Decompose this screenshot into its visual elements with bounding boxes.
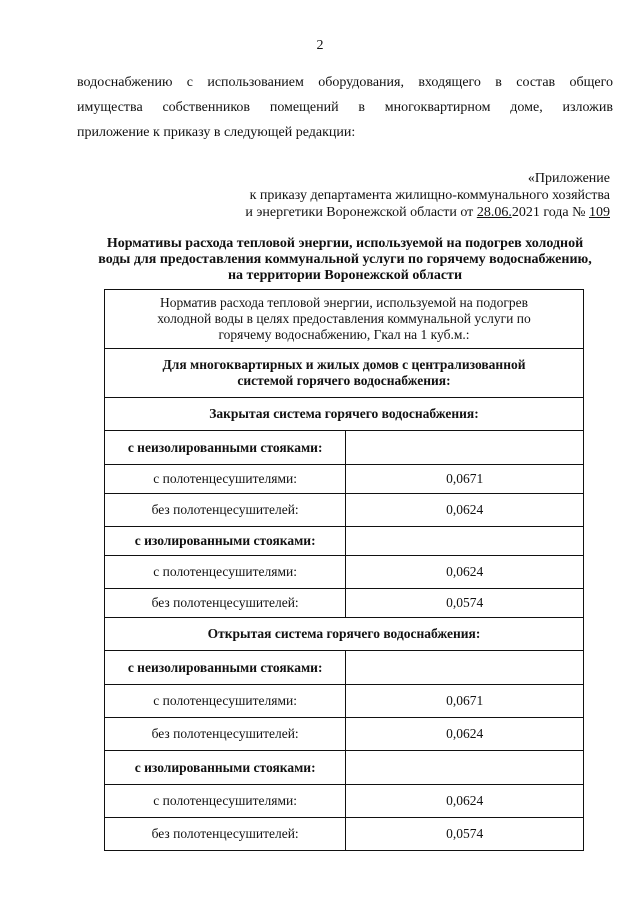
intro-word: использованием (207, 75, 304, 90)
intro-word: с (186, 75, 193, 90)
subgroup-label: с изолированными стояками: (105, 751, 346, 785)
caption-line: горячему водоснабжению, Гкал на 1 куб.м.: (218, 327, 470, 342)
caption-line: Норматив расхода тепловой энергии, используемой на подогрев (160, 295, 528, 310)
row-value: 0,0671 (346, 685, 584, 718)
appendix-date-line (190, 204, 610, 221)
table-row (105, 556, 584, 589)
subgroup-row (105, 751, 584, 785)
document-title (70, 236, 620, 284)
row-label: без полотенцесушителей: (105, 494, 346, 527)
table-caption-row (105, 290, 584, 349)
intro-word: имущества (77, 100, 143, 115)
table-row (105, 818, 584, 851)
table-row (105, 589, 584, 618)
intro-word: изложив (562, 100, 613, 115)
empty-value-cell (346, 431, 584, 465)
row-value: 0,0624 (346, 494, 584, 527)
intro-line-2 (77, 95, 613, 120)
table-row (105, 718, 584, 751)
subgroup-row (105, 431, 584, 465)
row-value: 0,0574 (346, 589, 584, 618)
intro-word: в (495, 75, 502, 90)
group-line: Для многоквартирных и жилых домов с централизованной (162, 357, 526, 372)
system-heading: Открытая система горячего водоснабжения: (105, 618, 584, 651)
norms-table (104, 289, 584, 851)
empty-value-cell (346, 651, 584, 685)
row-label: с полотенцесушителями: (105, 465, 346, 494)
row-value: 0,0624 (346, 785, 584, 818)
intro-word: в (358, 100, 366, 115)
appendix-date: 28.06. (476, 205, 512, 220)
caption-line: холодной воды в целях предоставления коммунальной услуги по (157, 311, 531, 326)
appendix-year: 2021 года (511, 205, 569, 220)
title-line: воды для предоставления коммунальной услуги по горячему водоснабжению, (98, 252, 592, 267)
appendix-number: 109 (589, 205, 610, 220)
system-heading: Закрытая система горячего водоснабжения: (105, 398, 584, 431)
table-caption (105, 290, 584, 349)
page-number: 2 (316, 38, 324, 53)
subgroup-row (105, 651, 584, 685)
row-label: с полотенцесушителями: (105, 785, 346, 818)
title-line: Нормативы расхода тепловой энергии, используемой на подогрев холодной (106, 236, 584, 251)
empty-value-cell (346, 527, 584, 556)
intro-word: многоквартирном (384, 100, 491, 115)
empty-value-cell (346, 751, 584, 785)
row-label: без полотенцесушителей: (105, 589, 346, 618)
group-line: системой горячего водоснабжения: (237, 373, 451, 388)
group-row (105, 349, 584, 398)
appendix-header (190, 170, 610, 221)
table-row (105, 785, 584, 818)
intro-paragraph (77, 70, 613, 145)
subgroup-label: с неизолированными стояками: (105, 651, 346, 685)
intro-word: состав (516, 75, 556, 90)
title-line: на территории Воронежской области (227, 268, 463, 283)
row-value: 0,0624 (346, 556, 584, 589)
subgroup-row (105, 527, 584, 556)
row-value: 0,0671 (346, 465, 584, 494)
intro-line-3: приложение к приказу в следующей редакции: (77, 125, 356, 140)
appendix-order-line: к приказу департамента жилищно-коммунального хозяйства (249, 188, 610, 203)
row-value: 0,0574 (346, 818, 584, 851)
system-row (105, 398, 584, 431)
intro-word: собственников (162, 100, 251, 115)
intro-line-1 (77, 70, 613, 95)
system-row (105, 618, 584, 651)
appendix-line-prefix: и энергетики Воронежской области от (245, 205, 474, 220)
intro-word: водоснабжению (77, 75, 173, 90)
subgroup-label: с неизолированными стояками: (105, 431, 346, 465)
appendix-heading: «Приложение (527, 171, 610, 186)
table-row (105, 685, 584, 718)
table-row (105, 494, 584, 527)
intro-word: оборудования, (318, 75, 404, 90)
group-heading (105, 349, 584, 398)
intro-word: доме, (510, 100, 543, 115)
intro-word: помещений (269, 100, 339, 115)
subgroup-label: с изолированными стояками: (105, 527, 346, 556)
appendix-number-sign: № (572, 205, 586, 220)
row-value: 0,0624 (346, 718, 584, 751)
intro-word: входящего (418, 75, 481, 90)
intro-word: общего (569, 75, 613, 90)
table-row (105, 465, 584, 494)
row-label: с полотенцесушителями: (105, 556, 346, 589)
row-label: без полотенцесушителей: (105, 818, 346, 851)
row-label: с полотенцесушителями: (105, 685, 346, 718)
row-label: без полотенцесушителей: (105, 718, 346, 751)
